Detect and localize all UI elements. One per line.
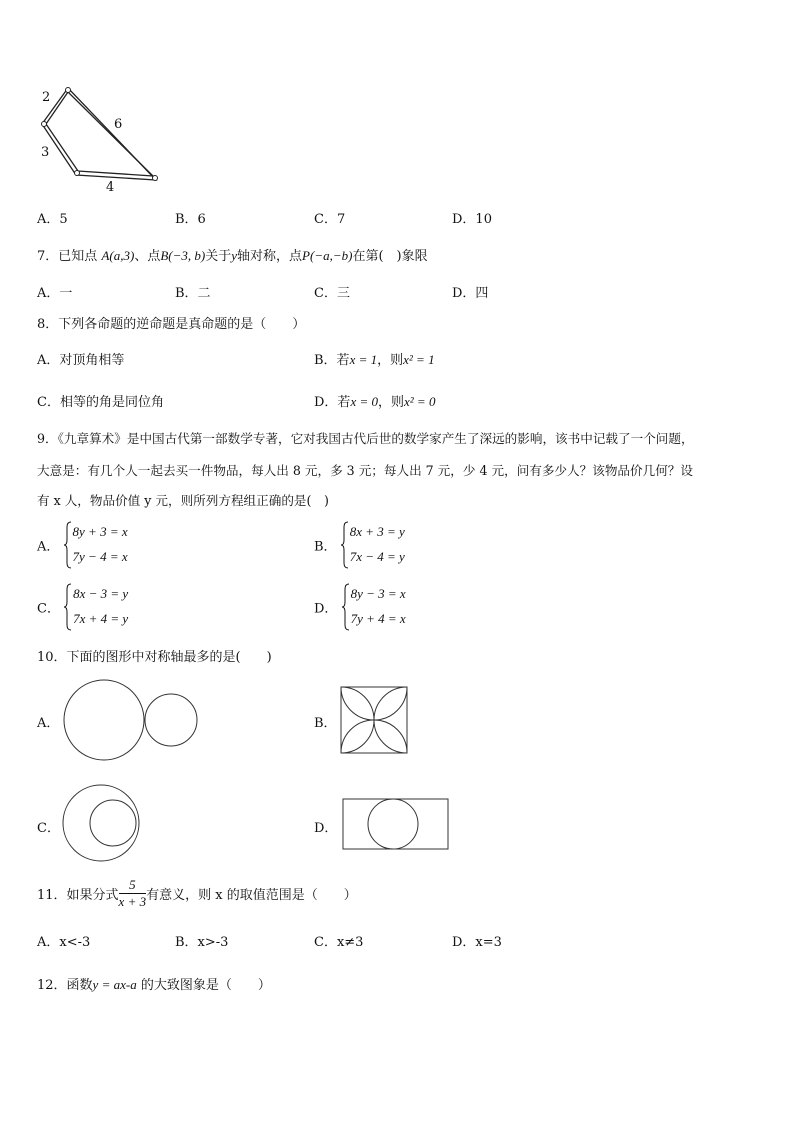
fraction: $\frac{5}{x + 3}$	[118, 877, 147, 909]
q6-label-2: 2	[42, 90, 51, 105]
q10-option-d[interactable]: D．	[314, 821, 338, 836]
q7-option-a[interactable]: A．一	[37, 286, 73, 301]
q7-stem: 7．已知点 A(a,3)、点B(−3, b)关于y轴对称，点P(−a,−b)在第( )象限	[37, 248, 428, 264]
q11-option-b[interactable]: B．x>-3	[175, 935, 229, 950]
q9-line-2: 大意是：有几个人一起去买一件物品，每人出 8 元，多 3 元；每人出 7 元，少 4 元，问有多少人？该物品价几何？设	[37, 463, 693, 478]
q6-option-c[interactable]: C．7	[314, 212, 346, 227]
q10-option-a[interactable]: A．	[37, 716, 60, 731]
q7-option-d[interactable]: D．四	[452, 286, 489, 301]
q11-option-a[interactable]: A．x<-3	[37, 935, 91, 950]
q6-label-3: 3	[41, 145, 50, 160]
q9-option-c[interactable]: C． 8x − 3 = y 7x + 4 = y	[37, 582, 128, 632]
q11-option-d[interactable]: D．x=3	[452, 935, 502, 950]
q8-stem: 8．下列各命题的逆命题是真命题的是（ ）	[37, 317, 306, 332]
q9-line-1: 9．《九章算术》是中国古代第一部数学专著，它对我国古代后世的数学家产生了深远的影响，该书中记载了一个问题，	[37, 431, 694, 446]
q6-label-6: 6	[114, 117, 123, 132]
q10-option-c[interactable]: C．	[37, 821, 60, 836]
q12-stem: 12．函数y = ax-a 的大致图象是（ ）	[37, 977, 271, 993]
q6-label-4: 4	[106, 180, 115, 195]
q9-option-a[interactable]: A． 8y + 3 = x 7y − 4 = x	[37, 520, 128, 570]
q9-option-b[interactable]: B． 8x + 3 = y 7x − 4 = y	[314, 520, 405, 570]
q8-option-a[interactable]: A．对顶角相等	[37, 353, 125, 368]
q6-option-a[interactable]: A．5	[37, 212, 68, 227]
q6-option-d[interactable]: D．10	[452, 212, 492, 227]
q10-figure-d-rectangle-circle	[0, 0, 460, 880]
q7-option-b[interactable]: B．二	[175, 286, 211, 301]
q11-stem: 11．如果分式 $\frac{5}{x + 3}$ 有意义，则 x 的取值范围是（ ）	[37, 877, 357, 909]
q8-option-b[interactable]: B．若x = 1，则x² = 1	[314, 352, 435, 368]
q11-option-c[interactable]: C．x≠3	[314, 935, 364, 950]
equation-system: 8x + 3 = y 7x − 4 = y	[341, 520, 405, 570]
q8-option-d[interactable]: D．若x = 0，则x² = 0	[314, 394, 436, 410]
q6-option-b[interactable]: B．6	[175, 212, 206, 227]
equation-system: 8x − 3 = y 7x + 4 = y	[64, 582, 128, 632]
q10-stem: 10．下面的图形中对称轴最多的是( )	[37, 650, 272, 665]
equation-system: 8y − 3 = x 7y + 4 = x	[342, 582, 406, 632]
q7-option-c[interactable]: C．三	[314, 286, 350, 301]
equation-system: 8y + 3 = x 7y − 4 = x	[64, 520, 128, 570]
q9-line-3: 有 x 人，物品价值 y 元，则所列方程组正确的是( )	[37, 493, 329, 508]
q8-option-c[interactable]: C．相等的角是同位角	[37, 395, 164, 410]
q9-option-d[interactable]: D． 8y − 3 = x 7y + 4 = x	[314, 582, 406, 632]
q10-option-b[interactable]: B．	[314, 716, 337, 731]
